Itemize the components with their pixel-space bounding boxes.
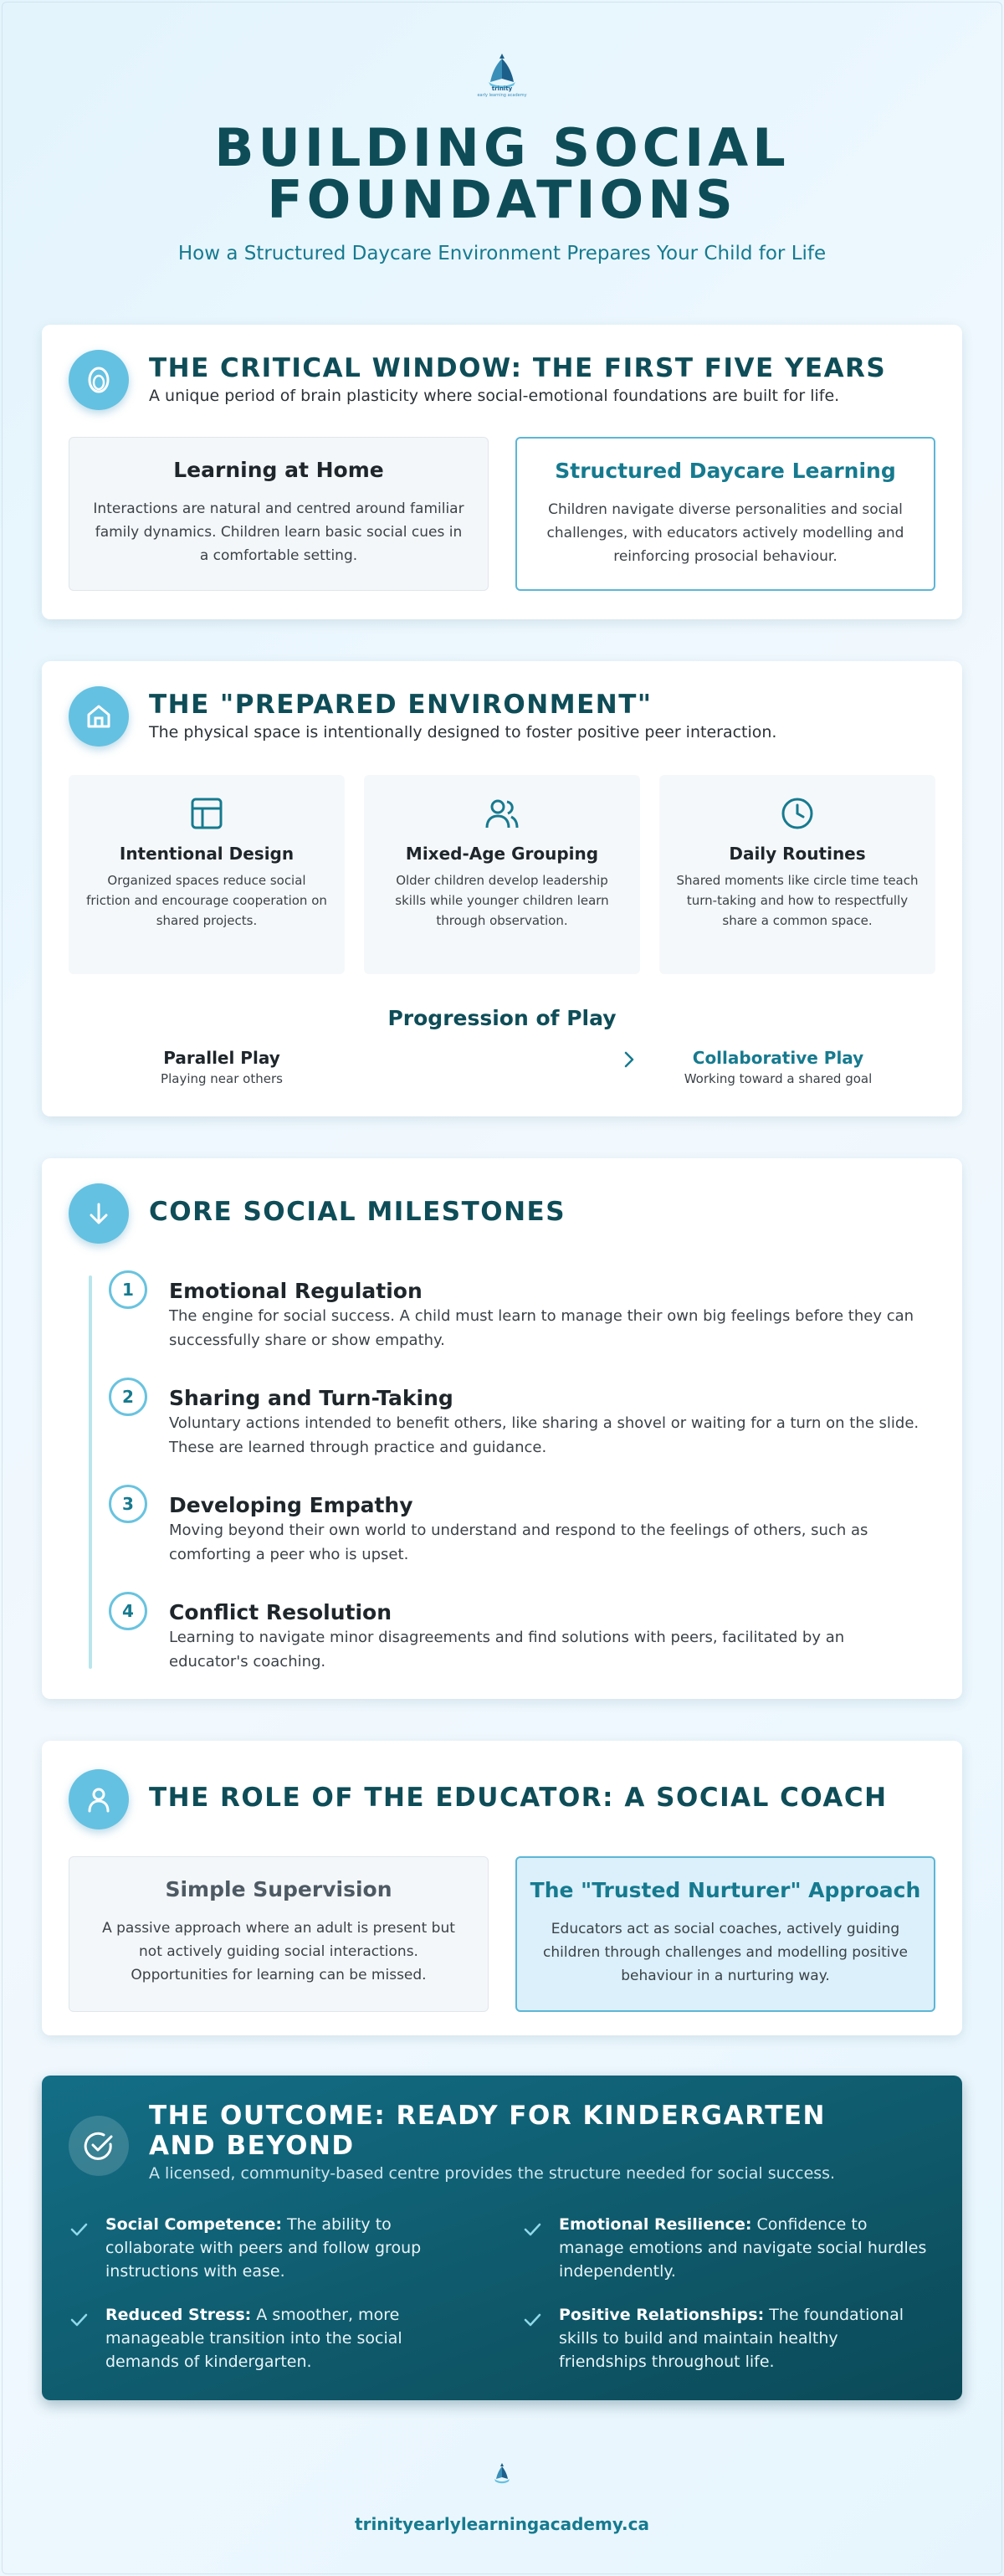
critical-window-section: [42, 325, 962, 619]
progression-title: Progression of Play: [387, 1006, 617, 1030]
page-title: BUILDING SOCIAL FOUNDATIONS: [214, 117, 790, 230]
check-circle-icon: [69, 2116, 129, 2176]
feature-title: Intentional Design: [119, 844, 295, 864]
logo-tagline: early learning academy: [477, 93, 527, 98]
feature-text: Older children develop leadership skills while younger children learn through observation.: [395, 873, 609, 928]
section-title: THE ROLE OF THE EDUCATOR: A SOCIAL COACH: [149, 1783, 888, 1813]
feature-card: [659, 775, 935, 974]
arrow-down-icon: [69, 1183, 129, 1244]
outcome-label: Reduced Stress:: [105, 2306, 252, 2324]
home-icon: [69, 686, 129, 747]
feature-card: [69, 775, 345, 974]
milestone-number: 1: [109, 1270, 147, 1309]
milestone-title: Sharing and Turn-Taking: [169, 1386, 453, 1410]
feature-card: [364, 775, 640, 974]
feature-text: Organized spaces reduce social friction and encourage cooperation on shared projects.: [86, 873, 327, 928]
outcome-item: [105, 2303, 474, 2373]
milestone-number: 3: [109, 1485, 147, 1523]
feature-title: Mixed-Age Grouping: [405, 844, 599, 864]
simple-supervision-card: [69, 1856, 489, 2012]
feature-title: Daily Routines: [729, 844, 866, 864]
outcome-item: [559, 2213, 927, 2283]
outcome-text: A smoother, more manageable transition into the social demands of kindergarten.: [105, 2306, 402, 2371]
milestone-number: 4: [109, 1592, 147, 1630]
page-subtitle: How a Structured Daycare Environment Prepares Your Child for Life: [177, 243, 827, 264]
section-description: The physical space is intentionally designed to foster positive peer interaction.: [149, 723, 777, 741]
section-title: CORE SOCIAL MILESTONES: [149, 1197, 566, 1227]
layout-icon: [190, 797, 223, 830]
section-description: A unique period of brain plasticity where social-emotional foundations are built for life.: [149, 387, 840, 405]
home-learning-card: [69, 437, 489, 591]
collaborative-play-label: Collaborative Play: [692, 1048, 864, 1068]
feature-text: Shared moments like circle time teach turn-taking and how to respectfully share a common space.: [676, 873, 919, 928]
outcome-label: Emotional Resilience:: [559, 2215, 752, 2234]
milestone-text: Voluntary actions intended to benefit others, like sharing a shovel or waiting for a turn on the slide. These are learned through practice and guidance.: [169, 1414, 919, 1456]
milestones-section: [42, 1158, 962, 1699]
outcome-text: The foundational skills to build and maintain healthy friendships throughout life.: [559, 2306, 904, 2371]
section-description: A licensed, community-based centre provides the structure needed for social success.: [149, 2164, 836, 2183]
card-text: Educators act as social coaches, actively guiding children through challenges and modelling positive behaviour in a nurturing way.: [543, 1921, 908, 1984]
card-title: Structured Daycare Learning: [555, 459, 896, 483]
parallel-play-sub: Playing near others: [161, 1071, 283, 1086]
collaborative-play-sub: Working toward a shared goal: [684, 1071, 873, 1086]
outcome-item: [559, 2303, 927, 2373]
check-icon: [69, 2219, 89, 2240]
progression-arrow: [371, 1049, 636, 1070]
section-title: THE CRITICAL WINDOW: THE FIRST FIVE YEARS: [149, 353, 887, 383]
milestone-title: Emotional Regulation: [169, 1279, 423, 1303]
section-title: THE OUTCOME: READY FOR KINDERGARTEN AND BEYOND: [149, 2101, 826, 2161]
section-title: THE "PREPARED ENVIRONMENT": [149, 690, 653, 720]
website-link[interactable]: trinityearlylearningacademy.ca: [355, 2514, 649, 2534]
prepared-environment-section: [42, 661, 962, 1116]
card-title: The "Trusted Nurturer" Approach: [530, 1878, 921, 1902]
footer-logo: [489, 2461, 515, 2489]
clock-icon: [781, 797, 814, 830]
check-icon: [522, 2219, 542, 2240]
logo-name: trinity: [491, 85, 513, 92]
card-title: Learning at Home: [173, 458, 384, 482]
users-icon: [485, 797, 519, 830]
outcome-section: [42, 2076, 962, 2400]
milestone-number: 2: [109, 1378, 147, 1416]
card-text: Interactions are natural and centred around familiar family dynamics. Children learn basic social cues in a comfortable setting.: [93, 500, 464, 564]
milestone-text: Moving beyond their own world to understand and respond to the feelings of others, such as comforting a peer who is upset.: [169, 1521, 868, 1563]
nurture-icon: [69, 350, 129, 410]
card-text: A passive approach where an adult is present but not actively guiding social interactions. Opportunities for learning can be missed.: [102, 1920, 455, 1983]
parallel-play-label: Parallel Play: [163, 1048, 280, 1068]
milestone-title: Developing Empathy: [169, 1493, 413, 1517]
check-icon: [522, 2310, 542, 2330]
outcome-label: Social Competence:: [105, 2215, 282, 2234]
milestone-text: Learning to navigate minor disagreements and find solutions with peers, facilitated by an educator's coaching.: [169, 1629, 845, 1670]
milestone-text: The engine for social success. A child must learn to manage their own big feelings before they can successfully share or show empathy.: [169, 1307, 914, 1349]
card-title: Simple Supervision: [165, 1877, 392, 1901]
outcome-text: Confidence to manage emotions and navigate social hurdles independently.: [559, 2215, 927, 2281]
check-icon: [69, 2310, 89, 2330]
daycare-learning-card: [515, 437, 935, 591]
outcome-label: Positive Relationships:: [559, 2306, 765, 2324]
timeline-line: [89, 1275, 92, 1669]
user-icon: [69, 1769, 129, 1829]
outcome-text: The ability to collaborate with peers and follow group instructions with ease.: [105, 2215, 422, 2281]
educator-section: [42, 1741, 962, 2035]
milestone-title: Conflict Resolution: [169, 1600, 392, 1624]
trusted-nurturer-card: [515, 1856, 935, 2012]
outcome-item: [105, 2213, 474, 2283]
card-text: Children navigate diverse personalities and social challenges, with educators actively modelling and reinforcing prosocial behaviour.: [546, 501, 904, 565]
